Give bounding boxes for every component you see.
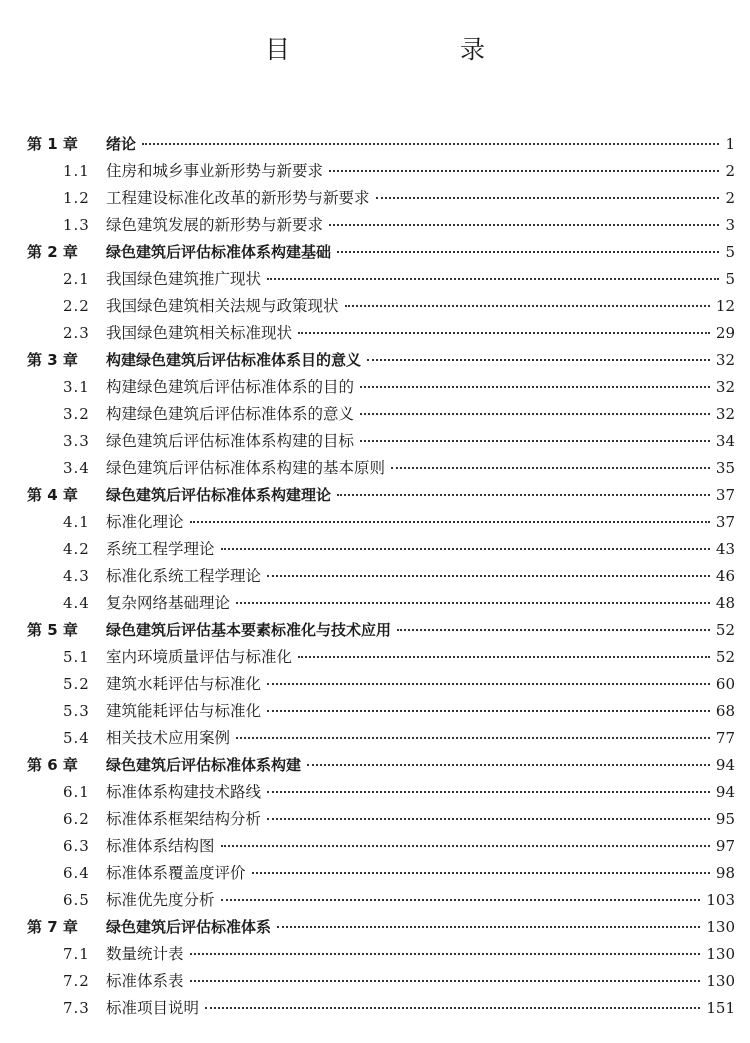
chapter-number: 第 1 章 [27, 135, 78, 153]
page-number: 2 [725, 189, 735, 207]
dot-leader [190, 953, 701, 955]
section-number: 5.1 [63, 648, 90, 666]
dot-leader [267, 791, 710, 793]
chapter-title: 绿色建筑后评估标准体系构建 [106, 756, 302, 774]
section-title: 系统工程学理论 [106, 540, 215, 558]
section-title: 构建绿色建筑后评估标准体系的意义 [106, 405, 355, 423]
section-number: 2.2 [63, 297, 90, 315]
dot-leader [252, 872, 710, 874]
toc-section-entry[interactable] [27, 320, 735, 347]
toc-section-entry[interactable] [27, 536, 735, 563]
section-number: 1.3 [63, 216, 90, 234]
dot-leader [190, 521, 710, 523]
dot-leader [142, 143, 719, 145]
section-number: 4.2 [63, 540, 90, 558]
section-title: 标准优先度分析 [106, 891, 215, 909]
dot-leader [376, 197, 719, 199]
section-number: 3.2 [63, 405, 90, 423]
page-number: 103 [706, 891, 735, 909]
dot-leader [397, 629, 710, 631]
dot-leader [307, 764, 710, 766]
toc-section-entry[interactable] [27, 455, 735, 482]
section-title: 建筑水耗评估与标准化 [106, 675, 262, 693]
toc-section-entry[interactable] [27, 941, 735, 968]
dot-leader [345, 305, 710, 307]
section-title: 标准体系构建技术路线 [106, 783, 262, 801]
page-number: 130 [706, 972, 735, 990]
page-number: 97 [715, 837, 735, 855]
toc-chapter-entry[interactable] [27, 131, 735, 158]
section-number: 6.4 [63, 864, 90, 882]
page-number: 130 [706, 945, 735, 963]
toc-section-entry[interactable] [27, 725, 735, 752]
page-number: 37 [715, 513, 735, 531]
chapter-number: 第 7 章 [27, 918, 78, 936]
toc-section-entry[interactable] [27, 374, 735, 401]
toc-section-entry[interactable] [27, 212, 735, 239]
section-number: 5.2 [63, 675, 90, 693]
page-number: 94 [715, 783, 735, 801]
toc-section-entry[interactable] [27, 644, 735, 671]
dot-leader [221, 845, 710, 847]
dot-leader [367, 359, 710, 361]
page-number: 98 [715, 864, 735, 882]
page-number: 12 [715, 297, 735, 315]
toc-section-entry[interactable] [27, 509, 735, 536]
section-title: 室内环境质量评估与标准化 [106, 648, 293, 666]
section-number: 7.1 [63, 945, 90, 963]
chapter-number: 第 2 章 [27, 243, 78, 261]
section-number: 4.1 [63, 513, 90, 531]
page-number: 52 [715, 648, 735, 666]
toc-section-entry[interactable] [27, 968, 735, 995]
dot-leader [267, 710, 710, 712]
dot-leader [267, 278, 719, 280]
toc-section-entry[interactable] [27, 428, 735, 455]
chapter-title: 绿色建筑后评估标准体系构建基础 [106, 243, 332, 261]
section-number: 6.1 [63, 783, 90, 801]
dot-leader [267, 818, 710, 820]
section-title: 绿色建筑后评估标准体系构建的基本原则 [106, 459, 386, 477]
page-number: 3 [725, 216, 735, 234]
section-title: 标准体系框架结构分析 [106, 810, 262, 828]
section-title: 绿色建筑发展的新形势与新要求 [106, 216, 324, 234]
page-number: 48 [715, 594, 735, 612]
page-number: 68 [715, 702, 735, 720]
page-number: 43 [715, 540, 735, 558]
chapter-title: 绿色建筑后评估标准体系 [106, 918, 272, 936]
section-title: 建筑能耗评估与标准化 [106, 702, 262, 720]
page-number: 130 [706, 918, 735, 936]
section-title: 复杂网络基础理论 [106, 594, 231, 612]
section-number: 1.2 [63, 189, 90, 207]
page-number: 5 [725, 270, 735, 288]
section-number: 4.3 [63, 567, 90, 585]
toc-chapter-entry[interactable] [27, 752, 735, 779]
section-number: 7.3 [63, 999, 90, 1017]
page-number: 46 [715, 567, 735, 585]
table-of-contents [27, 131, 735, 1022]
page-title: 目 录 [264, 35, 525, 64]
section-number: 5.3 [63, 702, 90, 720]
section-title: 我国绿色建筑相关标准现状 [106, 324, 293, 342]
chapter-number: 第 5 章 [27, 621, 78, 639]
section-title: 标准项目说明 [106, 999, 200, 1017]
toc-section-entry[interactable] [27, 698, 735, 725]
toc-section-entry[interactable] [27, 266, 735, 293]
toc-section-entry[interactable] [27, 779, 735, 806]
page-number: 1 [725, 135, 735, 153]
section-title: 数量统计表 [106, 945, 184, 963]
toc-section-entry[interactable] [27, 860, 735, 887]
dot-leader [190, 980, 701, 982]
page-number: 2 [725, 162, 735, 180]
section-number: 6.3 [63, 837, 90, 855]
dot-leader [236, 737, 710, 739]
page-number: 37 [715, 486, 735, 504]
dot-leader [360, 386, 710, 388]
dot-leader [236, 602, 710, 604]
chapter-number: 第 3 章 [27, 351, 78, 369]
chapter-title: 绿色建筑后评估基本要素标准化与技术应用 [106, 621, 392, 639]
dot-leader [329, 224, 719, 226]
toc-section-entry[interactable] [27, 806, 735, 833]
page-number: 29 [715, 324, 735, 342]
chapter-number: 第 4 章 [27, 486, 78, 504]
toc-section-entry[interactable] [27, 185, 735, 212]
dot-leader [221, 899, 701, 901]
toc-section-entry[interactable] [27, 671, 735, 698]
dot-leader [360, 440, 710, 442]
section-title: 我国绿色建筑推广现状 [106, 270, 262, 288]
section-title: 住房和城乡事业新形势与新要求 [106, 162, 324, 180]
section-title: 标准化系统工程学理论 [106, 567, 262, 585]
dot-leader [329, 170, 719, 172]
dot-leader [221, 548, 710, 550]
section-number: 6.2 [63, 810, 90, 828]
toc-section-entry[interactable] [27, 887, 735, 914]
page-number: 151 [706, 999, 735, 1017]
page-number: 32 [715, 405, 735, 423]
page-number: 94 [715, 756, 735, 774]
toc-section-entry[interactable] [27, 995, 735, 1022]
section-number: 3.4 [63, 459, 90, 477]
toc-section-entry[interactable] [27, 401, 735, 428]
toc-section-entry[interactable] [27, 293, 735, 320]
section-number: 6.5 [63, 891, 90, 909]
page-number: 60 [715, 675, 735, 693]
dot-leader [391, 467, 710, 469]
section-title: 标准体系覆盖度评价 [106, 864, 246, 882]
toc-chapter-entry[interactable] [27, 347, 735, 374]
dot-leader [267, 575, 710, 577]
dot-leader [277, 926, 700, 928]
toc-chapter-entry[interactable] [27, 239, 735, 266]
page-number: 35 [715, 459, 735, 477]
section-title: 绿色建筑后评估标准体系构建的目标 [106, 432, 355, 450]
section-number: 3.1 [63, 378, 90, 396]
chapter-title: 构建绿色建筑后评估标准体系目的意义 [106, 351, 362, 369]
section-number: 2.3 [63, 324, 90, 342]
toc-section-entry[interactable] [27, 563, 735, 590]
dot-leader [267, 683, 710, 685]
section-title: 标准体系结构图 [106, 837, 215, 855]
toc-chapter-entry[interactable] [27, 482, 735, 509]
dot-leader [298, 656, 710, 658]
page-number: 95 [715, 810, 735, 828]
chapter-number: 第 6 章 [27, 756, 78, 774]
dot-leader [337, 494, 710, 496]
section-title: 构建绿色建筑后评估标准体系的目的 [106, 378, 355, 396]
toc-chapter-entry[interactable] [27, 914, 735, 941]
section-number: 3.3 [63, 432, 90, 450]
section-number: 7.2 [63, 972, 90, 990]
dot-leader [360, 413, 710, 415]
page-number: 32 [715, 378, 735, 396]
dot-leader [205, 1007, 700, 1009]
page-number: 77 [715, 729, 735, 747]
section-title: 工程建设标准化改革的新形势与新要求 [106, 189, 370, 207]
section-number: 1.1 [63, 162, 90, 180]
section-title: 我国绿色建筑相关法规与政策现状 [106, 297, 339, 315]
section-number: 4.4 [63, 594, 90, 612]
page-number: 32 [715, 351, 735, 369]
toc-chapter-entry[interactable] [27, 617, 735, 644]
chapter-title: 绿色建筑后评估标准体系构建理论 [106, 486, 332, 504]
chapter-title: 绪论 [106, 135, 137, 153]
toc-section-entry[interactable] [27, 833, 735, 860]
page-number: 5 [725, 243, 735, 261]
toc-section-entry[interactable] [27, 158, 735, 185]
dot-leader [337, 251, 719, 253]
section-number: 5.4 [63, 729, 90, 747]
section-title: 标准体系表 [106, 972, 184, 990]
section-number: 2.1 [63, 270, 90, 288]
page-number: 34 [715, 432, 735, 450]
dot-leader [298, 332, 710, 334]
section-title: 标准化理论 [106, 513, 184, 531]
page-number: 52 [715, 621, 735, 639]
section-title: 相关技术应用案例 [106, 729, 231, 747]
toc-section-entry[interactable] [27, 590, 735, 617]
